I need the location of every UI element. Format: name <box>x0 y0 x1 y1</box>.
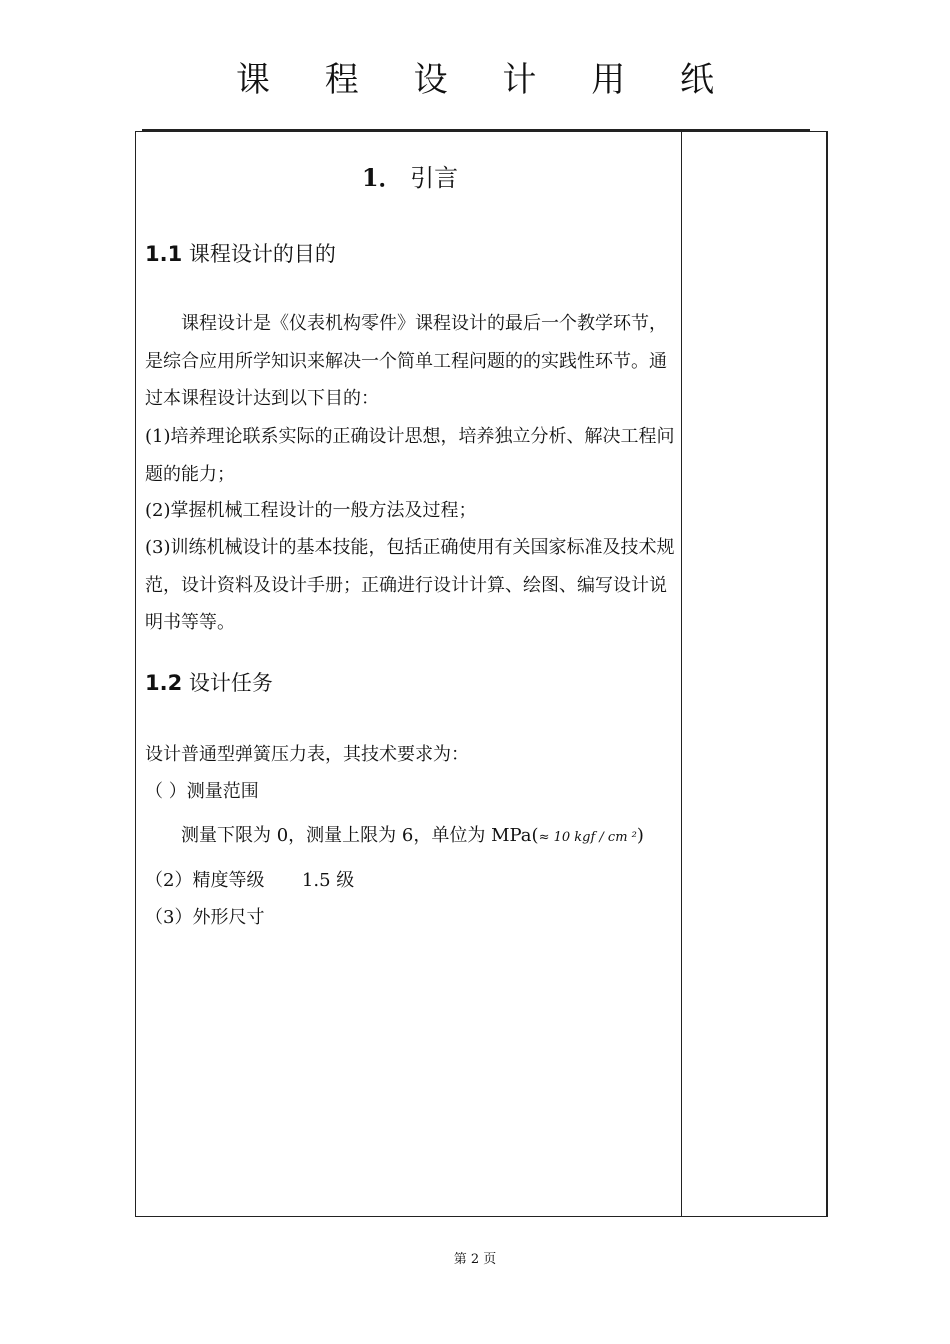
section-number: 1． <box>361 163 403 192</box>
shape-label: （3）外形尺寸 <box>145 907 265 928</box>
frame-right-edge <box>827 131 828 1217</box>
accuracy-value: 1.5 级 <box>301 870 355 891</box>
task-intro: 设计普通型弹簧压力表，其技术要求为： <box>145 744 469 765</box>
purpose-item-2: (2)掌握机械工程设计的一般方法及过程； <box>145 500 477 521</box>
subsection-number: 1.2 <box>145 671 183 695</box>
range-text-line <box>181 821 644 847</box>
page-number: 第 2 页 <box>453 1252 497 1267</box>
subsection-title: 课程设计的目的 <box>188 242 336 266</box>
section-title-text: 引言 <box>410 164 459 192</box>
page-header-title: 课 程 设 计 用 纸 <box>235 60 737 100</box>
purpose-paragraph: 课程设计是《仪表机构零件》课程设计的最后一个教学环节，是综合应用所学知识来解决一个简单工程问题的的实践性环节。通过本课程设计达到以下目的： <box>145 313 667 409</box>
subsection-heading-1-1 <box>145 238 336 268</box>
subsection-heading-1-2 <box>145 667 273 697</box>
accuracy-label: （2）精度等级 <box>145 870 265 891</box>
subsection-title: 设计任务 <box>188 671 273 695</box>
range-text: 测量下限为 0，测量上限为 6，单位为 MPa( <box>181 825 539 846</box>
margin-column-divider <box>681 131 682 1217</box>
purpose-item-1: (1)培养理论联系实际的正确设计思想，培养独立分析、解决工程问题的能力； <box>145 426 675 485</box>
range-close: ) <box>636 825 644 846</box>
range-math: ≈ 10 kgf / cm ² <box>538 830 637 845</box>
accuracy-line <box>145 866 354 892</box>
subsection-number: 1.1 <box>145 242 183 266</box>
section-title <box>145 158 675 193</box>
range-label: （ ）测量范围 <box>145 781 259 802</box>
purpose-item-3: (3)训练机械设计的基本技能，包括正确使用有关国家标准及技术规范，设计资料及设计手册；正确进行设计计算、绘图、编写设计说明书等等。 <box>145 537 675 633</box>
